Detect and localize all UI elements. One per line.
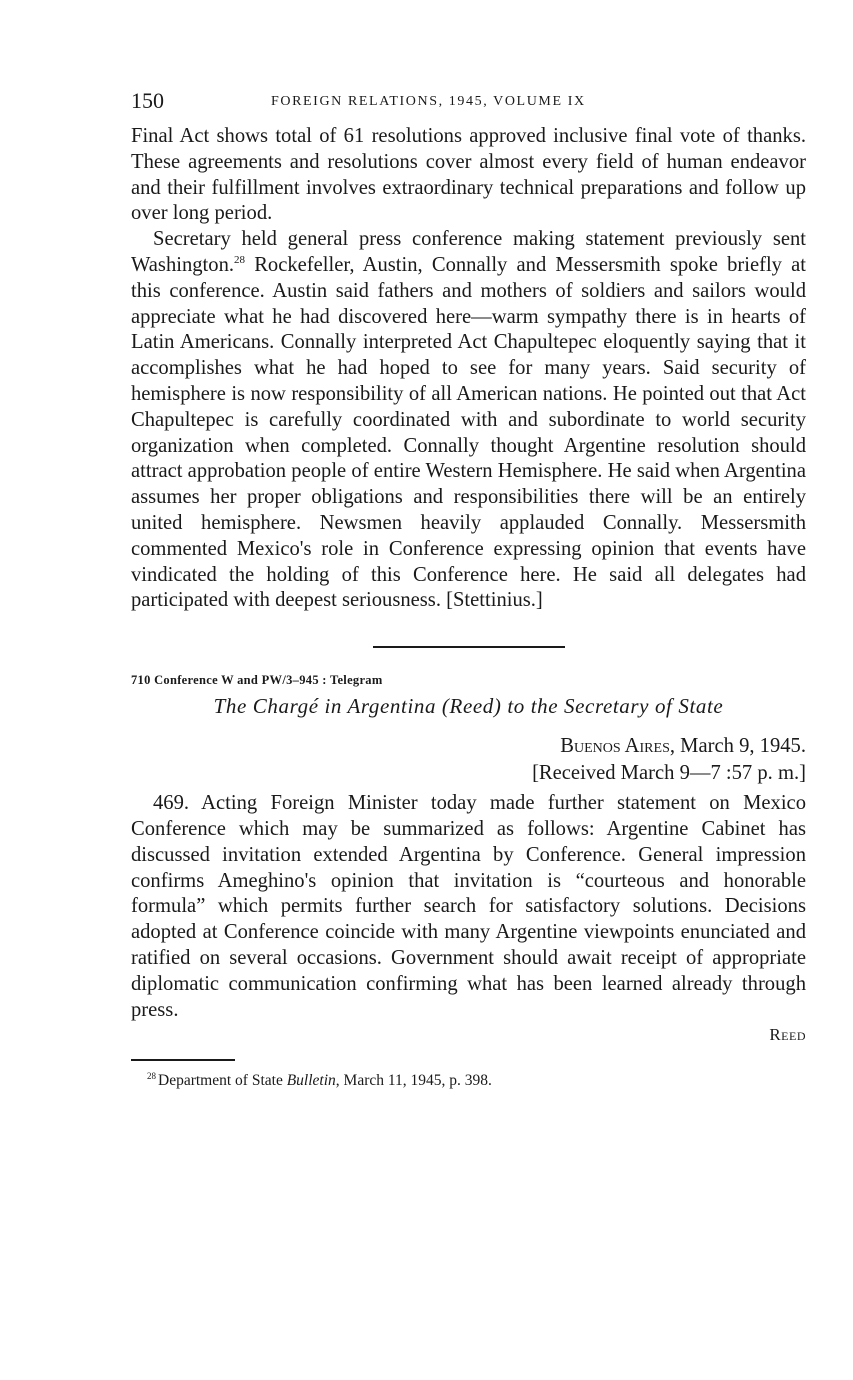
page: [131, 88, 806, 1090]
footnote: [147, 1072, 806, 1090]
received-line: [Received March 9—7 :57 p. m.]: [532, 762, 806, 785]
telegram-text: 469. Acting Foreign Minister today made further statement on Mexico Conference which may be summarized as follows: Argentine Cabinet has discussed invitation extended Argentina by Conference. General impression confirms Ameghino's opinion that invitation is “courteous and honorable formula” which permits further search for satisfactory solutions. Decisions adopted at Conference coincide with many Argentine viewpoints enunciated and ratified on several occasions. Government should await receipt of appropriate diplomatic communication confirming what has been learned already through press.: [131, 792, 806, 1021]
footnote-italic: Bulletin: [286, 1071, 336, 1089]
footnote-suffix: , March 11, 1945, p. 398.: [335, 1071, 492, 1089]
document-title: The Chargé in Argentina (Reed) to the Secretary of State: [213, 694, 724, 719]
paragraph-press-conference: [131, 227, 806, 614]
file-reference: 710 Conference W and PW/3–945 : Telegram: [131, 673, 383, 688]
date-line: [131, 733, 806, 760]
date: , March 9, 1945.: [669, 735, 806, 758]
dateline: [131, 733, 806, 787]
footnote-prefix: Department of State: [158, 1071, 287, 1089]
section-divider: [373, 646, 565, 648]
footnote-marker: 28: [147, 1070, 156, 1081]
footnote-reference: 28: [234, 254, 246, 267]
footnote-rule: [131, 1059, 235, 1061]
running-head: [131, 88, 806, 118]
running-title: FOREIGN RELATIONS, 1945, VOLUME IX: [271, 94, 586, 109]
page-number: 150: [131, 88, 164, 113]
signature: Reed: [769, 1025, 806, 1045]
place: Buenos Aires: [560, 735, 670, 758]
press-conference-text-a: Secretary held general press conference making statement previously sent Washington.: [131, 228, 806, 276]
press-conference-text-b: Rockefeller, Austin, Connally and Messersmith spoke briefly at this conference. Austin said fathers and mothers of soldiers and sailors would appreciate what he had discovered here—warm sympathy there is in hearts of Latin Americans. Connally interpreted Act Chapultepec eloquently saying that it accomplishes what he had hoped to see for many years. Said security of hemisphere is now responsibility of all American nations. He pointed out that Act Chapultepec is carefully coordinated with and subordinate to world security organization when completed. Connally thought Argentine resolution should attract approbation people of entire Western Hemisphere. He said when Argentina assumes her proper obligations and responsibilities there will be an entirely united hemisphere. Newsmen heavily applauded Connally. Messersmith commented Mexico's role in Conference expressing opinion that events have vindicated the holding of this Conference here. He said all delegates had participated with deepest seriousness. [Stettinius.]: [131, 253, 806, 612]
paragraph-final-act: Final Act shows total of 61 resolutions approved inclusive final vote of thanks. These agreements and resolutions cover almost every field of human endeavor and their fulfillment involves extraordinary technical preparations and follow up over long period.: [131, 125, 806, 225]
